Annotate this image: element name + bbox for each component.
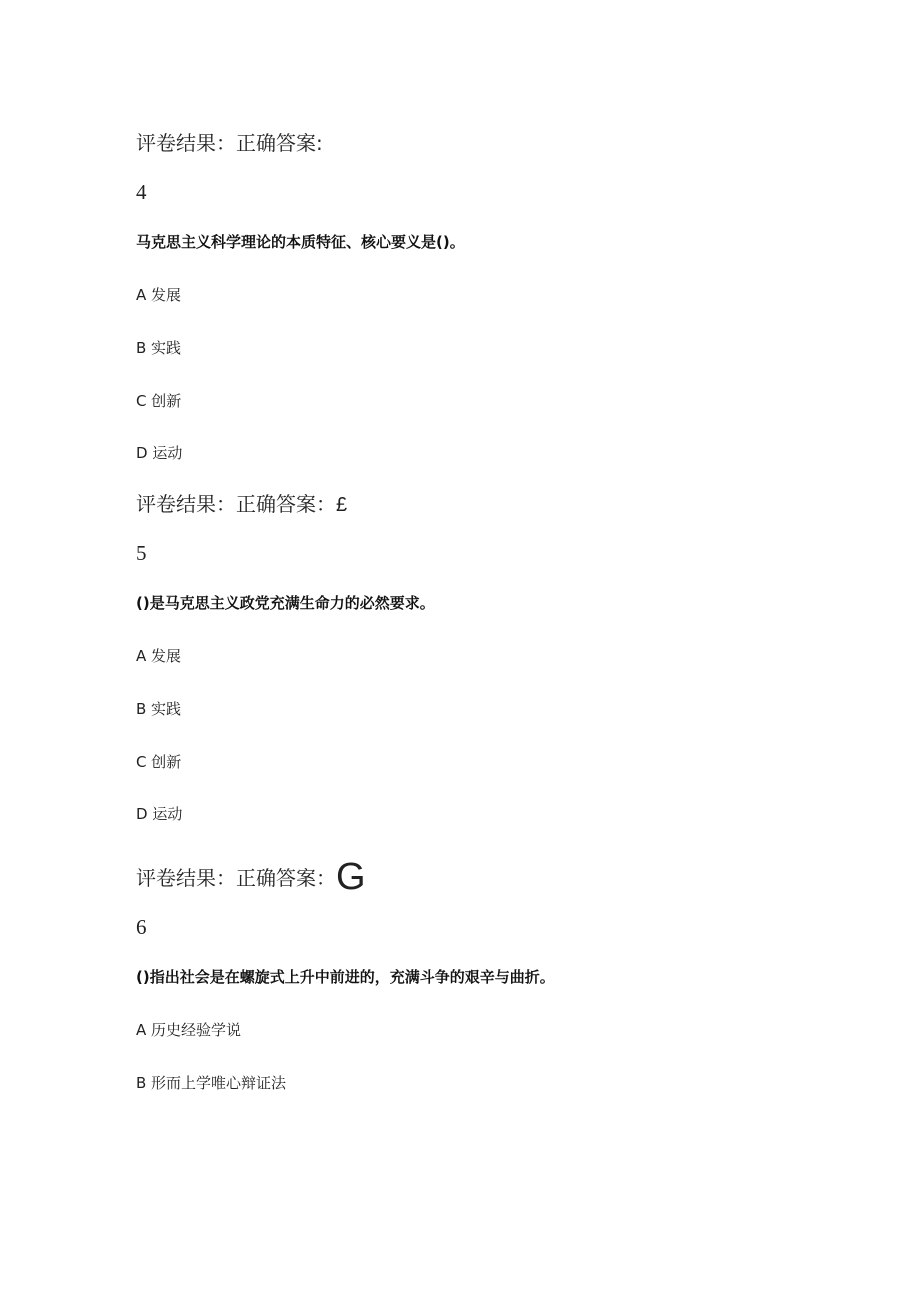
grading-result-label: 评卷结果：正确答案：: [136, 866, 336, 890]
option-d: D 运动: [136, 444, 183, 462]
option-a: A 历史经验学说: [136, 1021, 242, 1039]
grading-result-line: [136, 133, 323, 154]
option-b: B 实践: [136, 700, 182, 718]
grading-result-line: [136, 494, 347, 515]
question-number: 4: [136, 180, 147, 204]
question-stem: ()指出社会是在螺旋式上升中前进的，充满斗争的艰辛与曲折。: [136, 968, 555, 986]
option-c: C 创新: [136, 753, 182, 771]
option-a: A 发展: [136, 286, 182, 304]
question-number: 5: [136, 541, 147, 565]
option-c: C 创新: [136, 392, 182, 410]
question-stem: 马克思主义科学理论的本质特征、核心要义是()。: [136, 233, 465, 251]
grading-result-label: 评卷结果：正确答案:: [136, 131, 323, 155]
grading-result-line: [136, 858, 366, 896]
option-a: A 发展: [136, 647, 182, 665]
question-number: 6: [136, 915, 147, 939]
option-b: B 形而上学唯心辩证法: [136, 1074, 287, 1092]
correct-answer-value: G: [336, 856, 366, 898]
question-stem: ()是马克思主义政党充满生命力的必然要求。: [136, 594, 435, 612]
grading-result-label: 评卷结果：正确答案：: [136, 492, 336, 516]
correct-answer-value: £: [336, 494, 348, 516]
option-d: D 运动: [136, 805, 183, 823]
option-b: B 实践: [136, 339, 182, 357]
